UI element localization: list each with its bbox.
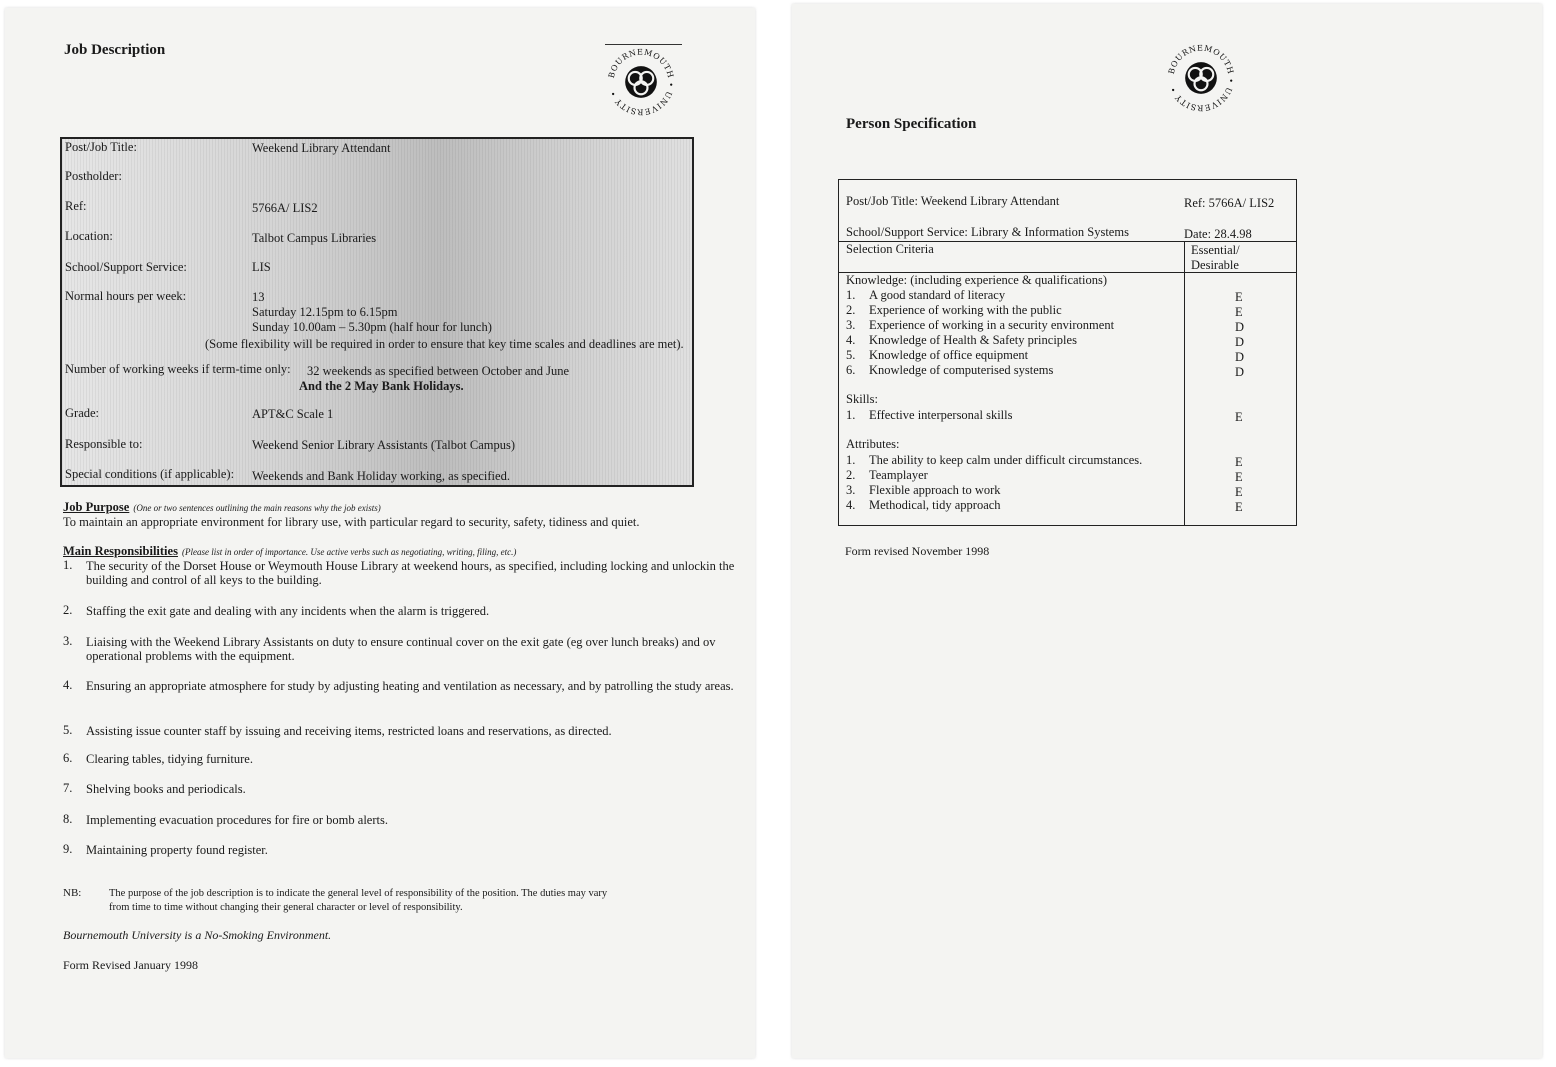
criterion-number: 2.: [846, 468, 856, 482]
criterion-rating: E: [1235, 470, 1243, 484]
main-responsibilities-title: Main Responsibilities: [63, 544, 178, 558]
job-description-page: [5, 8, 755, 1058]
row-value: 5766A/ LIS2: [252, 201, 318, 215]
person-specification-page: [792, 4, 1542, 1058]
page-title: Job Description: [64, 42, 166, 58]
list-item-number: 1.: [63, 558, 73, 572]
page-title: Person Specification: [846, 116, 977, 132]
essential-header-line-2: Desirable: [1191, 258, 1239, 272]
ref: Ref: 5766A/ LIS2: [1184, 196, 1275, 210]
hours-sunday: Sunday 10.00am – 5.30pm (half hour for lunch): [252, 320, 492, 334]
table-column-divider: [1184, 241, 1185, 525]
criterion-number: 4.: [846, 333, 856, 347]
job-details-box: [60, 137, 694, 487]
essential-header-line-1: Essential/: [1191, 243, 1240, 257]
row-label: School/Support Service:: [65, 260, 187, 274]
list-item-number: 3.: [63, 634, 73, 648]
row-label: Normal hours per week:: [65, 289, 187, 303]
criterion-rating: E: [1235, 410, 1243, 424]
list-item-number: 5.: [63, 723, 73, 737]
row-label: Location:: [65, 229, 113, 243]
criterion-number: 3.: [846, 318, 856, 332]
criterion: The ability to keep calm under difficult circumstances.: [869, 453, 1143, 467]
criterion-rating: E: [1235, 290, 1243, 304]
list-item-number: 2.: [63, 603, 73, 617]
row-value: Talbot Campus Libraries: [252, 231, 377, 245]
person-spec-table: [838, 179, 1297, 526]
criterion-rating: E: [1235, 485, 1243, 499]
weeks-label: Number of working weeks if term-time only:: [65, 362, 291, 376]
criterion: Flexible approach to work: [869, 483, 1001, 497]
list-item: Shelving books and periodicals.: [86, 782, 246, 796]
attributes-title: Attributes:: [846, 437, 900, 451]
criterion: Experience of working in a security environment: [869, 318, 1115, 332]
criterion: A good standard of literacy: [869, 288, 1006, 302]
criterion: Methodical, tidy approach: [869, 498, 1001, 512]
main-responsibilities-heading: [63, 542, 516, 560]
criterion-number: 1.: [846, 408, 856, 422]
hours-saturday: Saturday 12.15pm to 6.15pm: [252, 305, 398, 319]
criterion-number: 5.: [846, 348, 856, 362]
date: Date: 28.4.98: [1184, 227, 1252, 241]
list-item: Maintaining property found register.: [86, 843, 268, 857]
hours-note: (Some flexibility will be required in order to ensure that key time scales and deadlines are met).: [205, 337, 684, 351]
nb-label: NB:: [63, 887, 82, 899]
criterion: Experience of working with the public: [869, 303, 1062, 317]
row-label: Ref:: [65, 199, 87, 213]
list-item: Staffing the exit gate and dealing with any incidents when the alarm is triggered.: [86, 604, 490, 618]
criterion-rating: E: [1235, 305, 1243, 319]
list-item: Clearing tables, tidying furniture.: [86, 752, 253, 766]
nb-line-1: The purpose of the job description is to indicate the general level of responsibility of the position. The duties may vary: [109, 888, 608, 899]
list-item: Liaising with the Weekend Library Assistants on duty to ensure continual cover on the exit gate (eg over lunch breaks) and ov operational problems with the equipment.: [86, 635, 716, 663]
post-title: Post/Job Title: Weekend Library Attendant: [846, 194, 1060, 208]
special-value: Weekends and Bank Holiday working, as specified.: [252, 469, 510, 483]
weeks-bank-holidays: And the 2 May Bank Holidays.: [299, 379, 464, 393]
main-responsibilities-note: (Please list in order of importance. Use active verbs such as negotiating, writing, filing, etc.): [181, 547, 517, 557]
criterion-number: 1.: [846, 288, 856, 302]
list-item-number: 7.: [63, 781, 73, 795]
criterion-rating: D: [1235, 365, 1245, 379]
criterion-rating: E: [1235, 500, 1243, 514]
criterion-number: 3.: [846, 483, 856, 497]
grade-value: APT&C Scale 1: [252, 407, 334, 421]
list-item: Ensuring an appropriate atmosphere for study by adjusting heating and ventilation as necessary, and by patrolling the study areas.: [86, 679, 734, 693]
form-revised: Form revised November 1998: [845, 544, 990, 558]
job-purpose-text: To maintain an appropriate environment for library use, with particular regard to security, safety, tidiness and quiet.: [63, 515, 640, 529]
university-logo: [605, 46, 677, 118]
selection-criteria-header: Selection Criteria: [846, 242, 934, 256]
knowledge-title: Knowledge: (including experience & qualifications): [846, 273, 1108, 287]
row-label: Postholder:: [65, 169, 122, 183]
svg-text:BOURNEMOUTH • UNIVERSITY •: BOURNEMOUTH • UNIVERSITY •: [606, 47, 676, 117]
list-item-number: 9.: [63, 842, 73, 856]
skills-title: Skills:: [846, 392, 878, 406]
criterion-rating: E: [1235, 455, 1243, 469]
list-item-number: 8.: [63, 812, 73, 826]
row-value: 13: [252, 290, 265, 304]
row-value: Weekend Library Attendant: [252, 141, 391, 155]
list-item: Implementing evacuation procedures for fire or bomb alerts.: [86, 813, 388, 827]
criterion-rating: D: [1235, 320, 1245, 334]
criterion: Knowledge of computerised systems: [869, 363, 1054, 377]
job-purpose-note: (One or two sentences outlining the main reasons why the job exists): [133, 503, 381, 513]
responsible-value: Weekend Senior Library Assistants (Talbot Campus): [252, 438, 516, 452]
no-smoking-note: Bournemouth University is a No-Smoking Environment.: [63, 928, 332, 942]
row-label: Post/Job Title:: [65, 140, 137, 154]
job-purpose-title: Job Purpose: [63, 500, 130, 514]
grade-label: Grade:: [65, 406, 100, 420]
svg-text:BOURNEMOUTH • UNIVERSITY •: BOURNEMOUTH • UNIVERSITY •: [1166, 43, 1236, 113]
criterion-rating: D: [1235, 335, 1245, 349]
criterion: Effective interpersonal skills: [869, 408, 1013, 422]
criterion: Teamplayer: [869, 468, 928, 482]
nb-line-2: from time to time without changing their general character or level of responsibility.: [109, 902, 463, 913]
criterion-number: 6.: [846, 363, 856, 377]
criterion-number: 4.: [846, 498, 856, 512]
criterion-number: 1.: [846, 453, 856, 467]
special-label: Special conditions (if applicable):: [65, 467, 235, 481]
criterion: Knowledge of office equipment: [869, 348, 1029, 362]
logo-rule: [605, 44, 682, 45]
list-item-number: 4.: [63, 678, 73, 692]
job-purpose-heading: [63, 498, 381, 516]
row-value: LIS: [252, 260, 271, 274]
criterion-rating: D: [1235, 350, 1245, 364]
list-item: The security of the Dorset House or Weymouth House Library at weekend hours, as specified, including locking and unlockin the building and control of all keys to the building.: [86, 559, 735, 587]
school-service: School/Support Service: Library & Information Systems: [846, 225, 1129, 239]
list-item-number: 6.: [63, 751, 73, 765]
list-item: Assisting issue counter staff by issuing and receiving items, restricted loans and reservations, as directed.: [86, 724, 612, 738]
weeks-value: 32 weekends as specified between October and June: [307, 364, 570, 378]
university-logo: [1165, 42, 1237, 114]
responsible-label: Responsible to:: [65, 437, 143, 451]
form-revised: Form Revised January 1998: [63, 958, 198, 972]
criterion: Knowledge of Health & Safety principles: [869, 333, 1077, 347]
criterion-number: 2.: [846, 303, 856, 317]
